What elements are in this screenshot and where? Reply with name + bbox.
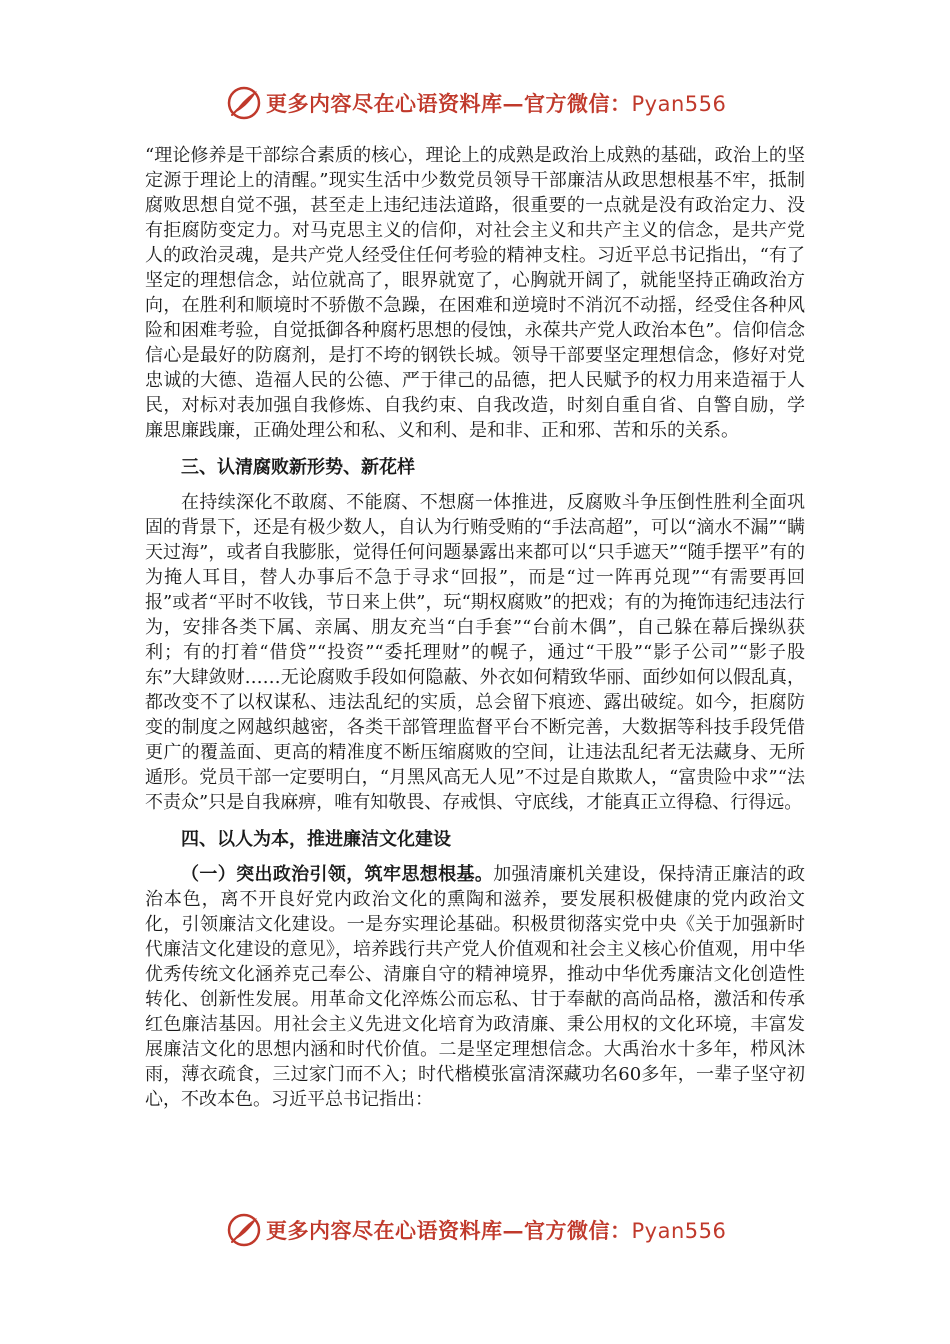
footer-banner-handle: Pyan556 xyxy=(631,1219,727,1243)
header-banner[interactable] xyxy=(226,83,746,123)
quill-logo-icon xyxy=(226,1212,262,1248)
header-banner-text: 更多内容尽在心语资料库—官方微信：Pyan556 xyxy=(266,91,727,116)
header-banner-handle: Pyan556 xyxy=(631,92,727,116)
footer-banner[interactable] xyxy=(226,1210,746,1250)
section-heading-4: 四、以人为本，推进廉洁文化建设 xyxy=(181,829,451,850)
section-heading-3: 三、认清腐败新形势、新花样 xyxy=(181,457,415,478)
subsection-lead: （一）突出政治引领，筑牢思想根基。 xyxy=(181,864,494,885)
body-paragraph-2: 在持续深化不敢腐、不能腐、不想腐一体推进，反腐败斗争压倒性胜利全面巩固的背景下，还是有极少数人，自认为行贿受贿的“手法高超”，可以“滴水不漏”“瞒天过海”，或者自我膨胀，觉得任何问题暴露出来都可以“只手遮天”“随手摆平”有的为掩人耳目，替人办事后不急于寻求“回报”，而是“过一阵再兑现”“有需要再回报”或者“平时不收钱，节日来上供”，玩“期权腐败”的把戏；有的为掩饰违纪违法行为，安排各类下属、亲属、朋友充当“白手套”“台前木偶”，自己躲在幕后操纵获利；有的打着“借贷”“投资”“委托理财”的幌子，通过“干股”“影子公司”“影子股东”大肆敛财……无论腐败手段如何隐蔽、外衣如何精致华丽、面纱如何以假乱真，都改变不了以权谋私、违法乱纪的实质，总会留下痕迹、露出破绽。如今，拒腐防变的制度之网越织越密，各类干部管理监督平台不断完善，大数据等科技手段凭借更广的覆盖面、更高的精准度不断压缩腐败的空间，让违法乱纪者无法藏身、无所遁形。党员干部一定要明白，“月黑风高无人见”不过是自欺欺人，“富贵险中求”“法不责众”只是自我麻痹，唯有知敬畏、存戒惧、守底线，才能真正立得稳、行得远。 xyxy=(145,492,805,813)
body-paragraph-3 xyxy=(145,862,805,1112)
document-body xyxy=(145,143,805,1112)
body-paragraph-3-text: 加强清廉机关建设，保持清正廉洁的政治本色，离不开良好党内政治文化的熏陶和滋养，要发展积极健康的党内政治文化，引领廉洁文化建设。一是夯实理论基础。积极贯彻落实党中央《关于加强新时代廉洁文化建设的意见》，培养践行共产党人价值观和社会主义核心价值观，用中华优秀传统文化涵养克己奉公、清廉自守的精神境界，推动中华优秀廉洁文化创造性转化、创新性发展。用革命文化淬炼公而忘私、甘于奉献的高尚品格，激活和传承红色廉洁基因。用社会主义先进文化培育为政清廉、秉公用权的文化环境，丰富发展廉洁文化的思想内涵和时代价值。二是坚定理想信念。大禹治水十多年，栉风沐雨，薄衣疏食，三过家门而不入；时代楷模张富清深藏功名60多年，一辈子坚守初心，不改本色。习近平总书记指出： xyxy=(145,864,806,1110)
body-paragraph-1: “理论修养是干部综合素质的核心，理论上的成熟是政治上成熟的基础，政治上的坚定源于理论上的清醒。”现实生活中少数党员领导干部廉洁从政思想根基不牢，抵制腐败思想自觉不强，甚至走上违纪违法道路，很重要的一点就是没有政治定力、没有拒腐防变定力。对马克思主义的信仰，对社会主义和共产主义的信念，是共产党人的政治灵魂，是共产党人经受住任何考验的精神支柱。习近平总书记指出，“有了坚定的理想信念，站位就高了，眼界就宽了，心胸就开阔了，就能坚持正确政治方向，在胜利和顺境时不骄傲不急躁，在困难和逆境时不消沉不动摇，经受住各种风险和困难考验，自觉抵御各种腐朽思想的侵蚀，永葆共产党人政治本色”。信仰信念信心是最好的防腐剂，是打不垮的钢铁长城。领导干部要坚定理想信念，修好对党忠诚的大德、造福人民的公德、严于律己的品德，把人民赋予的权力用来造福于人民，对标对表加强自我修炼、自我约束、自我改造，时刻自重自省、自警自励，学廉思廉践廉，正确处理公和私、义和利、是和非、正和邪、苦和乐的关系。 xyxy=(145,145,805,441)
footer-banner-text: 更多内容尽在心语资料库—官方微信：Pyan556 xyxy=(266,1218,727,1243)
quill-logo-icon xyxy=(226,85,262,121)
